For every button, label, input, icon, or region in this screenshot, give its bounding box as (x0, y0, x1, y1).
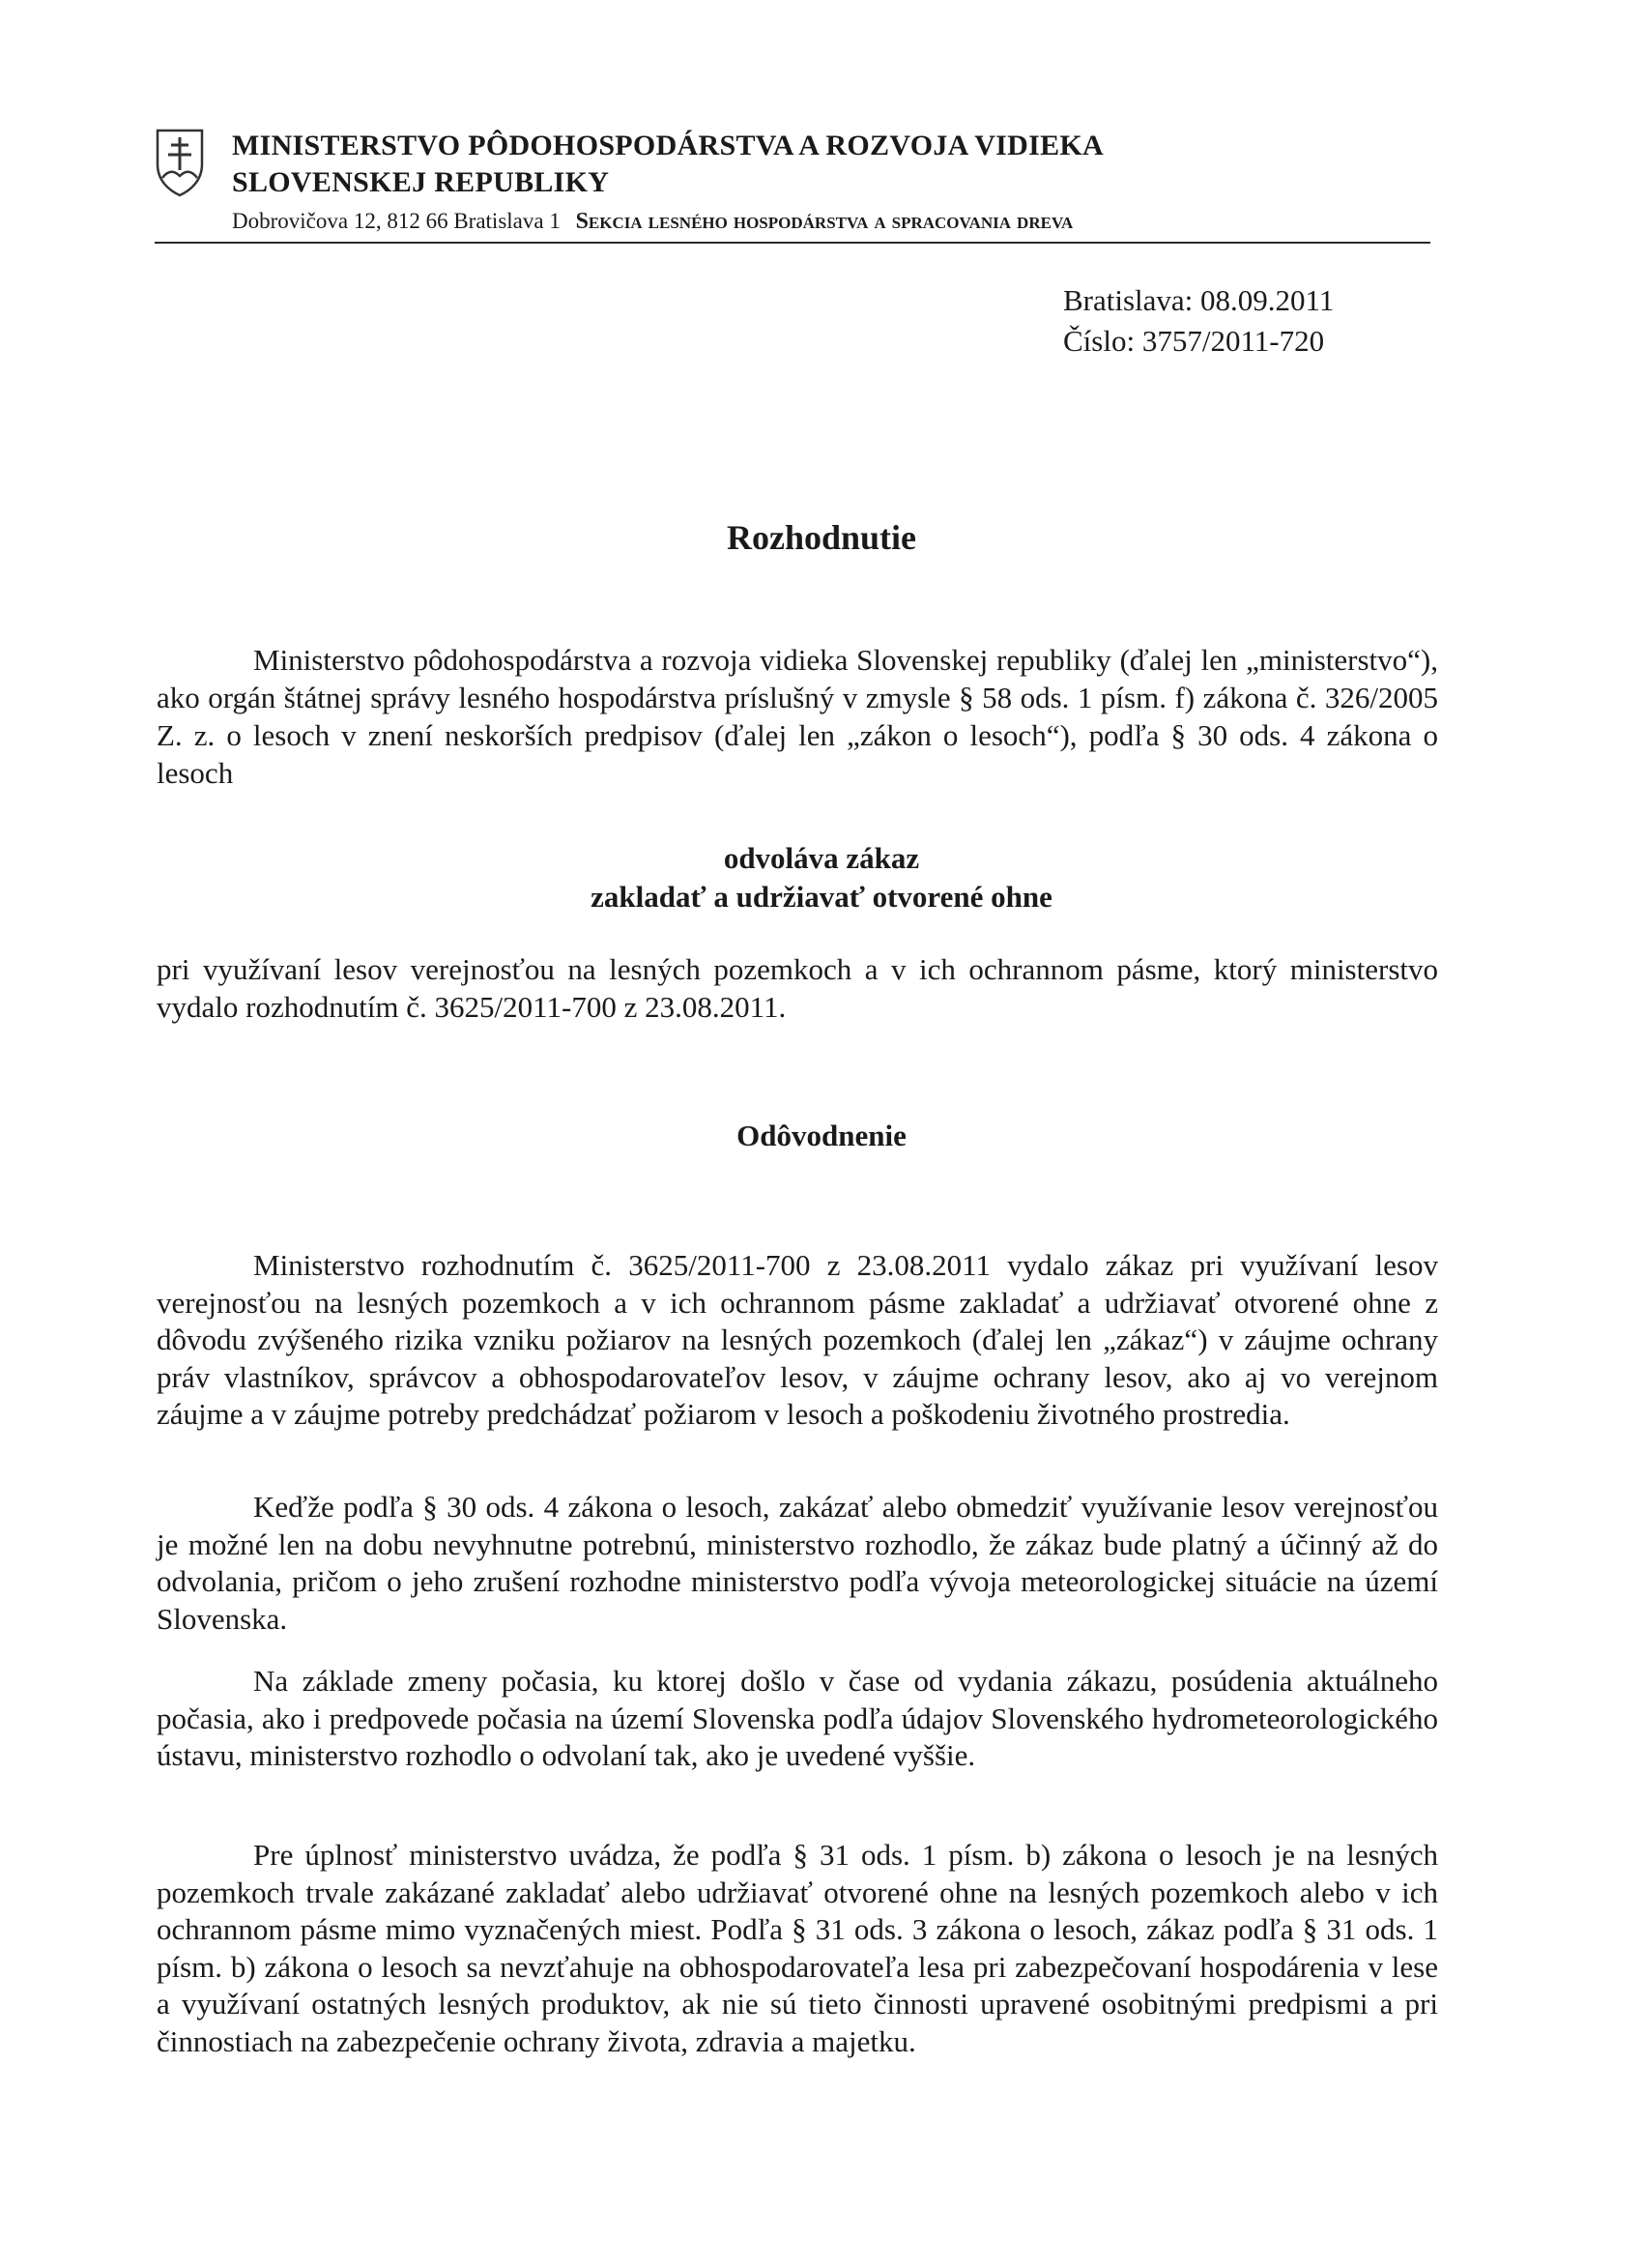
address-text: Dobrovičova 12, 812 66 Bratislava 1 (232, 209, 561, 233)
justification-paragraph-2: Keďže podľa § 30 ods. 4 zákona o lesoch, zakázať alebo obmedziť využívanie lesov verejnosťou je možné len na dobu nevyhnutne potrebnú, ministerstvo rozhodlo, že zákaz bude platný a účinný až do odvolania, pričom o jeho zrušení rozhodne ministerstvo podľa vývoja meteorologickej situácie na území Slovenska. (157, 1490, 1438, 1636)
decision-statement (0, 839, 1643, 916)
justification-title: Odôvodnenie (736, 1119, 907, 1152)
document-title: Rozhodnutie (726, 518, 917, 557)
decision-line1: odvoláva zákaz (723, 841, 920, 875)
justification-paragraph-4: Pre úplnosť ministerstvo uvádza, že podľa § 31 ods. 1 písm. b) zákona o lesoch je na lesných pozemkoch trvale zakázané zakladať alebo udržiavať otvorené ohne na lesných pozemkoch alebo v ich ochrannom pásme mimo vyznačených miest. Podľa § 31 ods. 3 zákona o lesoch, zákaz podľa § 31 ods. 1 písm. b) zákona o lesoch sa nevzťahuje na obhospodarovateľa lesa pri zabezpečovaní hospodárenia v lese a využívaní ostatných lesných produktov, ak nie sú tieto činnosti upravené osobitnými predpismi a pri činnostiach na zabezpečenie ochrany života, zdravia a majetku. (157, 1838, 1438, 2058)
justification-paragraph-3: Na základe zmeny počasia, ku ktorej došlo v čase od vydania zákazu, posúdenia aktuálneho počasia, ako i predpovede počasia na území Slovenska podľa údajov Slovenského hydrometeorologického ústavu, ministerstvo rozhodlo o odvolaní tak, ako je uvedené vyššie. (157, 1664, 1438, 1773)
ministry-name-line2: SLOVENSKEJ REPUBLIKY (232, 166, 610, 198)
ministry-name-line1: MINISTERSTVO PÔDOHOSPODÁRSTVA A ROZVOJA VIDIEKA (232, 130, 1104, 161)
slovak-coat-of-arms-icon (155, 128, 205, 197)
justification-paragraph-1: Ministerstvo rozhodnutím č. 3625/2011-700 z 23.08.2011 vydalo zákaz pri využívaní lesov verejnosťou na lesných pozemkoch a v ich ochrannom pásme zakladať a udržiavať otvorené ohne z dôvodu zvýšeného rizika vzniku požiarov na lesných pozemkoch (ďalej len „zákaz“) v záujme ochrany práv vlastníkov, správcov a obhospodarovateľov lesov, v záujme ochrany lesov, ako aj vo verejnom záujme a v záujme potreby predchádzať požiarom v lesoch a poškodeniu životného prostredia. (157, 1248, 1438, 1432)
decision-detail-paragraph: pri využívaní lesov verejnosťou na lesných pozemkoch a v ich ochrannom pásme, ktorý ministerstvo vydalo rozhodnutím č. 3625/2011-700 z 23.08.2011. (157, 952, 1438, 1024)
document-meta (1063, 280, 1334, 362)
document-date: Bratislava: 08.09.2011 (1063, 283, 1335, 317)
ministry-address (232, 209, 1073, 235)
section-name: Sekcia lesného hospodárstva a spracovania dreva (575, 209, 1074, 234)
header-divider (155, 242, 1430, 244)
decision-line2: zakladať a udržiavať otvorené ohne (591, 880, 1052, 914)
document-number: Číslo: 3757/2011-720 (1063, 324, 1325, 358)
intro-paragraph: Ministerstvo pôdohospodárstva a rozvoja vidieka Slovenskej republiky (ďalej len „ministerstvo“), ako orgán štátnej správy lesného hospodárstva príslušný v zmysle § 58 ods. 1 písm. f) zákona č. 326/2005 Z. z. o lesoch v znení neskorších predpisov (ďalej len „zákon o lesoch“), podľa § 30 ods. 4 zákona o lesoch (157, 643, 1438, 790)
